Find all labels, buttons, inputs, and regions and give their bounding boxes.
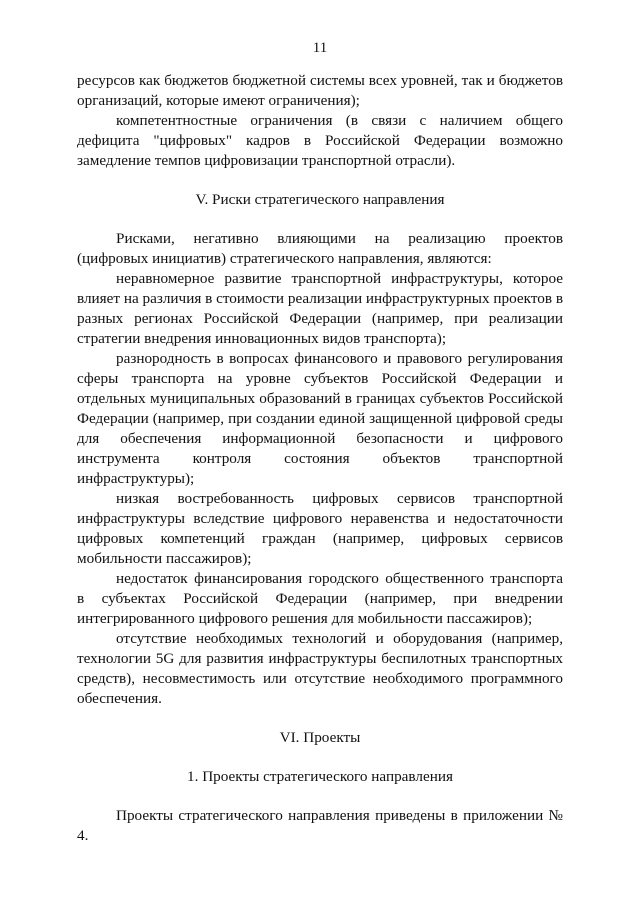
paragraph-competence-limits: компетентностные ограничения (в связи с наличием общего дефицита "цифровых" кадров в Российской Федерации возможно замедление темпов цифровизации транспортной отрасли). — [77, 112, 563, 169]
paragraph-risk-low-demand: низкая востребованность цифровых сервисов транспортной инфраструктуры вследствие цифрового неравенства и недостаточности цифровых компетенций граждан (например, цифровых сервисов мобильности пассажиров); — [77, 490, 563, 567]
subsection-heading-projects: 1. Проекты стратегического направления — [187, 768, 453, 785]
paragraph-risks-intro: Рисками, негативно влияющими на реализацию проектов (цифровых инициатив) стратегического направления, являются: — [77, 230, 563, 267]
paragraph-budget-limits: ресурсов как бюджетов бюджетной системы всех уровней, так и бюджетов организаций, которые имеют ограничения); — [77, 72, 563, 109]
section-heading-risks: V. Риски стратегического направления — [195, 191, 445, 208]
paragraph-risk-funding: недостаток финансирования городского общественного транспорта в субъектах Российской Федерации (например, при внедрении интегрированного цифрового решения для мобильности пассажиров); — [77, 570, 563, 627]
paragraph-risk-regulation: разнородность в вопросах финансового и правового регулирования сферы транспорта на уровне субъектов Российской Федерации и отдельных муниципальных образований в границах субъектов Российской Федерации (например, при создании единой защищенной цифровой среды для обеспечения информационной безопасности и цифрового инструмента контроля состояния объектов транспортной инфраструктуры); — [77, 350, 563, 487]
section-heading-projects: VI. Проекты — [279, 729, 361, 746]
document-body — [77, 71, 563, 846]
paragraph-risk-technology: отсутствие необходимых технологий и оборудования (например, технологии 5G для развития инфраструктуры беспилотных транспортных средств), несовместимость или отсутствие необходимого программного обеспечения. — [77, 630, 563, 707]
page-number: 11 — [312, 40, 328, 56]
paragraph-risk-infrastructure: неравномерное развитие транспортной инфраструктуры, которое влияет на различия в стоимости реализации инфраструктурных проектов в разных регионах Российской Федерации (например, при реализации стратегии внедрения инновационных видов транспорта); — [77, 270, 563, 347]
paragraph-projects-appendix: Проекты стратегического направления приведены в приложении № 4. — [77, 807, 563, 844]
